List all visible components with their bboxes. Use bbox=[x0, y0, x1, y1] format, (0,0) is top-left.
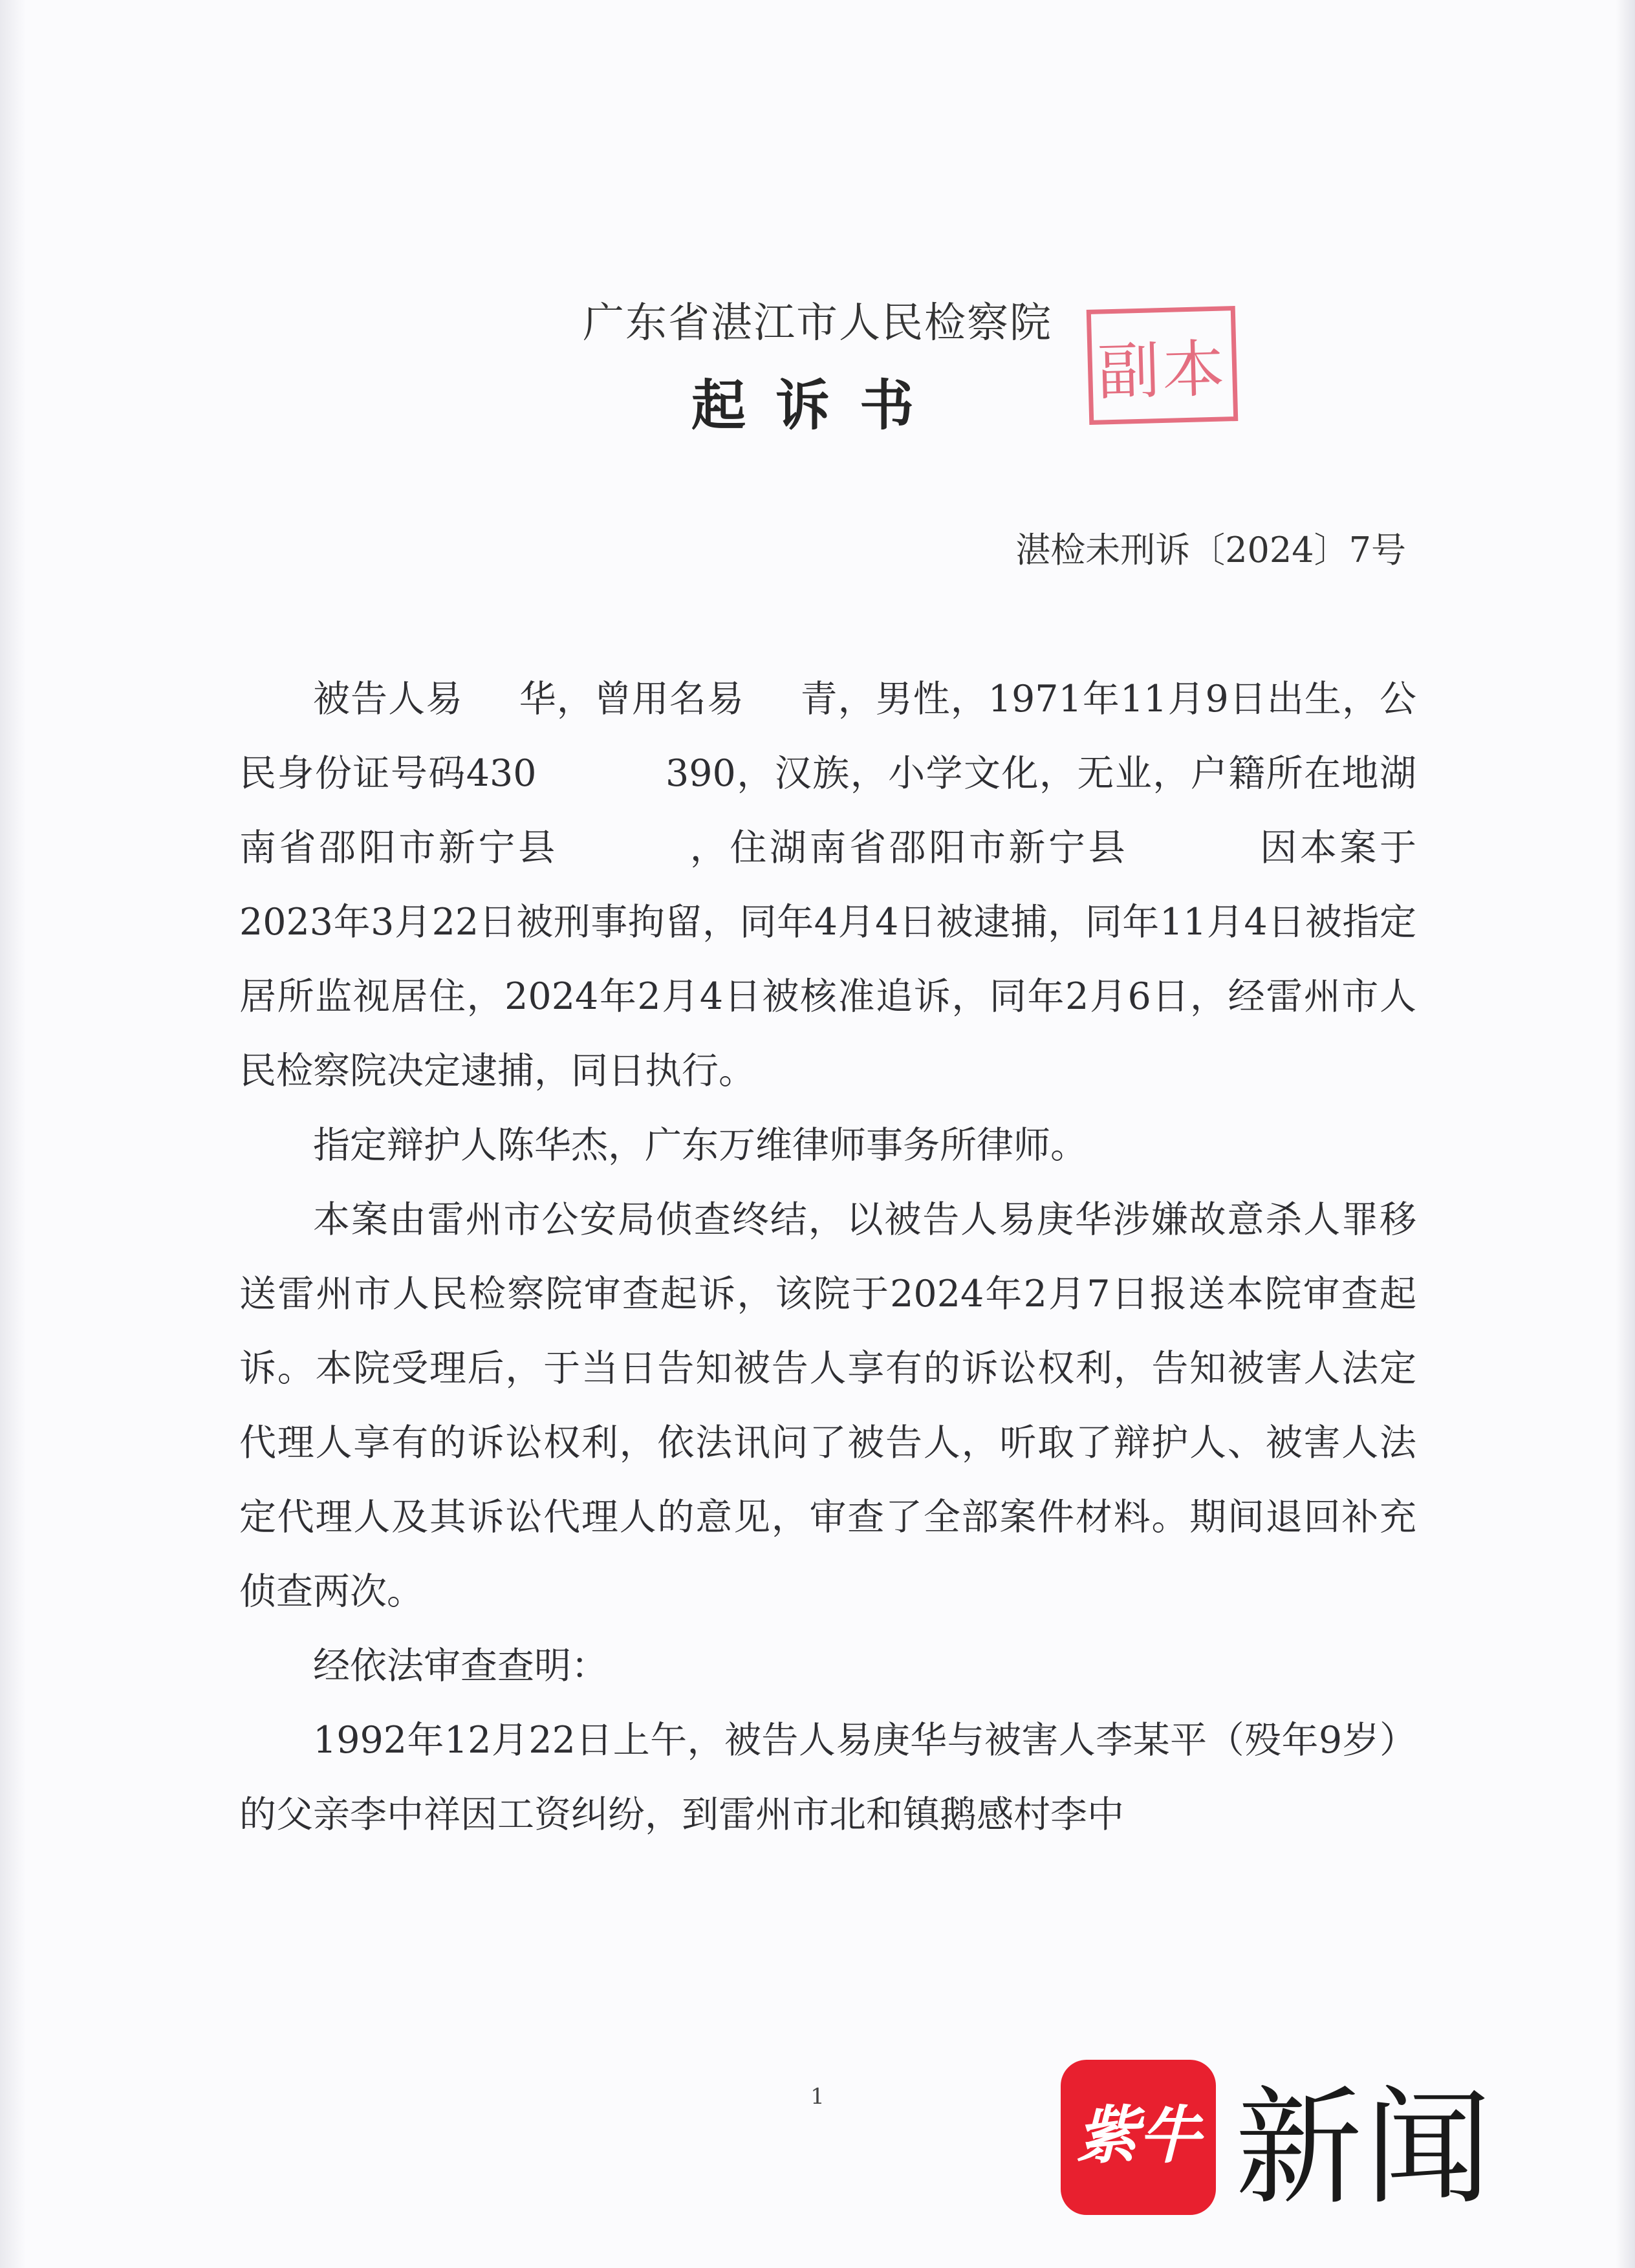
defendant-paragraph bbox=[239, 662, 1416, 1108]
copy-stamp-label: 副本 bbox=[1096, 332, 1228, 409]
facts-paragraph: 1992年12月22日上午，被告人易庚华与被害人李某平（殁年9岁）的父亲李中祥因工资纠纷，到雷州市北和镇鹅感村李中 bbox=[239, 1719, 1416, 1836]
findings-heading: 经依法审查查明： bbox=[313, 1645, 608, 1687]
defendant-text-2: 华，曾用名易 bbox=[518, 678, 744, 720]
document-number: 湛检未刑诉〔2024〕7号 bbox=[1015, 530, 1406, 570]
defendant-text-6: 因本案于2023年3月22日被刑事拘留，同年4月4日被逮捕，同年11月4日被指定居所监视居住，2024年2月4日被核准追诉，同年2月6日，经雷州市人民检察院决定逮捕，同日执行。 bbox=[239, 826, 1417, 1092]
zi-niu-badge-icon bbox=[1061, 2060, 1216, 2215]
news-brand-text: 新闻 bbox=[1235, 2075, 1495, 2222]
document-title: 起诉书 bbox=[691, 373, 944, 437]
defendant-text-5: ，住湖南省邵阳市新宁县 bbox=[687, 826, 1129, 869]
zi-niu-badge-art bbox=[1061, 2060, 1216, 2215]
document-body bbox=[239, 662, 1416, 1852]
page-number: 1 bbox=[810, 2084, 825, 2110]
defendant-text-3: 青，男性，1971年11月9日出生，公民身份证号码430 bbox=[239, 678, 1417, 795]
news-watermark-logo bbox=[1061, 2060, 1495, 2222]
zi-niu-badge-label: 紫牛 bbox=[1076, 2099, 1200, 2172]
defendant-text-1: 被告人易 bbox=[313, 678, 464, 720]
defense-counsel-paragraph: 指定辩护人陈华杰，广东万维律师事务所律师。 bbox=[313, 1124, 1087, 1167]
procedure-paragraph: 本案由雷州市公安局侦查终结，以被告人易庚华涉嫌故意杀人罪移送雷州市人民检察院审查起诉，该院于2024年2月7日报送本院审查起诉。本院受理后，于当日告知被告人享有的诉讼权利，告知被害人法定代理人享有的诉讼权利，依法讯问了被告人，听取了辩护人、被害人法定代理人及其诉讼代理人的意见，审查了全部案件材料。期间退回补充侦查两次。 bbox=[239, 1198, 1416, 1613]
procuratorate-name: 广东省湛江市人民检察院 bbox=[583, 299, 1052, 347]
defendant-text-4: 390，汉族，小学文化，无业，户籍所在地湖南省邵阳市新宁县 bbox=[239, 752, 1417, 869]
copy-stamp bbox=[1087, 306, 1239, 425]
